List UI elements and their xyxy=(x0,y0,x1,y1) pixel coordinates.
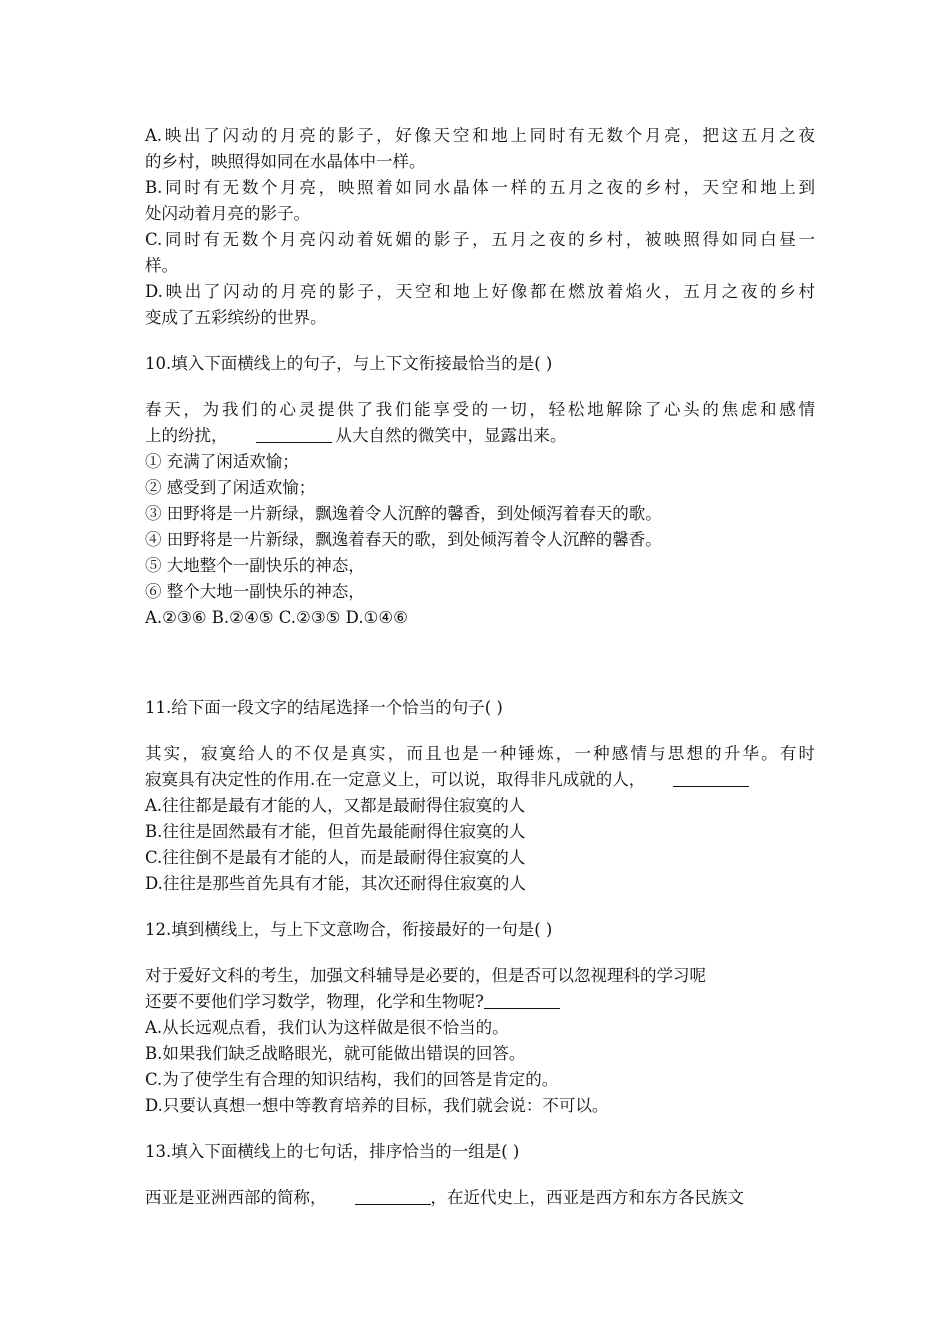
q11-answer-blank[interactable] xyxy=(673,768,749,787)
q10-answer-blank[interactable] xyxy=(256,424,332,443)
q11-option-a: A.往往都是最有才能的人，又都是最耐得住寂寞的人 xyxy=(145,796,526,815)
q12-title: 12.填到横线上，与上下文意吻合，衔接最好的一句是( ) xyxy=(145,920,553,939)
q10-item-1: ① 充满了闲适欢愉； xyxy=(145,452,299,471)
q12-option-a: A.从长远观点看，我们认为这样做是很不恰当的。 xyxy=(145,1018,509,1037)
q11-passage-line1: 其实，寂寞给人的不仅是真实，而且也是一种锤炼，一种感情与思想的升华。有时 xyxy=(145,744,815,763)
q10-item-5: ⑤ 大地整个一副快乐的神态， xyxy=(145,556,365,575)
q13-passage-after-blank: ，在近代史上，西亚是西方和东方各民族文 xyxy=(430,1188,744,1207)
q11-passage-line2 xyxy=(145,768,815,792)
q10-passage-after-blank: 从大自然的微笑中，显露出来。 xyxy=(335,426,567,445)
q10-passage-line2 xyxy=(145,424,815,448)
q12-option-d: D.只要认真想一想中等教育培养的目标，我们就会说：不可以。 xyxy=(145,1096,609,1115)
q12-passage-line1: 对于爱好文科的考生，加强文科辅导是必要的，但是否可以忽视理科的学习呢 xyxy=(145,966,706,985)
q10-passage-before-blank: 上的纷扰， xyxy=(145,426,228,445)
q10-item-3: ③ 田野将是一片新绿，飘逸着令人沉醉的馨香，到处倾泻着春天的歌。 xyxy=(145,504,662,523)
q13-passage-before-blank: 西亚是亚洲西部的简称， xyxy=(145,1188,327,1207)
q13-answer-blank[interactable] xyxy=(355,1186,431,1205)
q11-option-b: B.往往是固然最有才能，但首先最能耐得住寂寞的人 xyxy=(145,822,526,841)
q11-option-c: C.往往倒不是最有才能的人，而是最耐得住寂寞的人 xyxy=(145,848,526,867)
q10-item-2: ② 感受到了闲适欢愉； xyxy=(145,478,316,497)
q12-answer-blank[interactable] xyxy=(484,990,560,1009)
q11-title: 11.给下面一段文字的结尾选择一个恰当的句子( ) xyxy=(145,698,503,717)
q9-option-b-line1: B.同时有无数个月亮，映照着如同水晶体一样的五月之夜的乡村，天空和地上到 xyxy=(145,178,815,197)
q9-option-a-line1: A.映出了闪动的月亮的影子，好像天空和地上同时有无数个月亮，把这五月之夜 xyxy=(145,126,815,145)
q12-passage-before-blank: 还要不要他们学习数学，物理，化学和生物呢? xyxy=(145,992,484,1011)
q9-option-c-line2: 样。 xyxy=(145,256,178,275)
q12-passage-line2 xyxy=(145,990,815,1014)
q10-item-4: ④ 田野将是一片新绿，飘逸着春天的歌，到处倾泻着令人沉醉的馨香。 xyxy=(145,530,662,549)
q11-passage-before-blank: 寂寞具有决定性的作用.在一定意义上，可以说，取得非凡成就的人， xyxy=(145,770,646,789)
q11-option-d: D.往往是那些首先具有才能，其次还耐得住寂寞的人 xyxy=(145,874,526,893)
q10-title: 10.填入下面横线上的句子，与上下文衔接最恰当的是( ) xyxy=(145,354,553,373)
q9-option-c-line1: C.同时有无数个月亮闪动着妩媚的影子，五月之夜的乡村，被映照得如同白昼一 xyxy=(145,230,815,249)
q9-option-b-line2: 处闪动着月亮的影子。 xyxy=(145,204,310,223)
q13-passage-line1 xyxy=(145,1186,815,1210)
q13-title: 13.填入下面横线上的七句话，排序恰当的一组是( ) xyxy=(145,1142,520,1161)
q9-option-d-line1: D.映出了闪动的月亮的影子，天空和地上好像都在燃放着焰火，五月之夜的乡村 xyxy=(145,282,815,301)
q9-option-d-line2: 变成了五彩缤纷的世界。 xyxy=(145,308,327,327)
q9-option-a-line2: 的乡村，映照得如同在水晶体中一样。 xyxy=(145,152,426,171)
q12-option-b: B.如果我们缺乏战略眼光，就可能做出错误的回答。 xyxy=(145,1044,526,1063)
q10-item-6: ⑥ 整个大地一副快乐的神态， xyxy=(145,582,365,601)
q12-option-c: C.为了使学生有合理的知识结构，我们的回答是肯定的。 xyxy=(145,1070,559,1089)
q10-choices: A.②③⑥ B.②④⑤ C.②③⑤ D.①④⑥ xyxy=(145,608,408,627)
q10-passage-line1: 春天，为我们的心灵提供了我们能享受的一切，轻松地解除了心头的焦虑和感情 xyxy=(145,400,815,419)
